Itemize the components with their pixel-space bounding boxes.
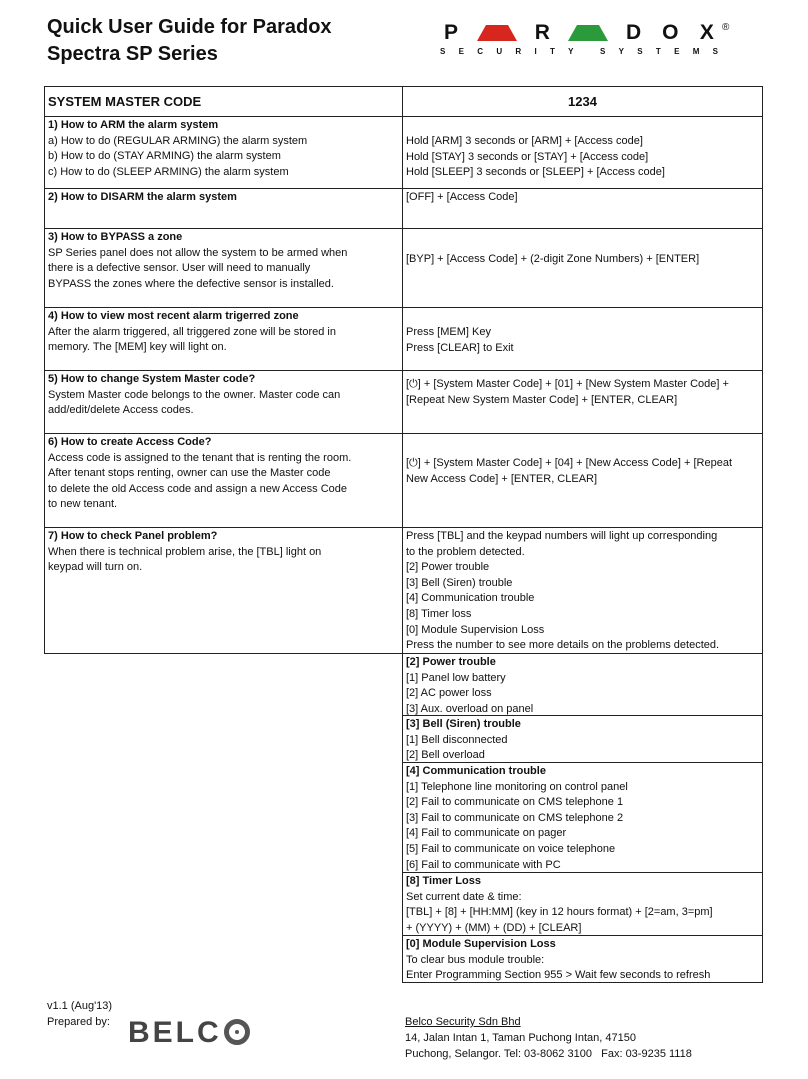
section-bypass-left: 3) How to BYPASS a zone SP Series panel does not allow the system to be armed when there is a defective sensor. User will need to manually BYPASS the zones where the defective sensor is installed. xyxy=(44,228,403,308)
title-line-1: Quick User Guide for Paradox xyxy=(47,16,332,38)
logo-letter: R xyxy=(534,21,550,44)
version-text: v1.1 (Aug'13) xyxy=(47,1000,113,1012)
timer-loss-box: [8] Timer Loss Set current date & time: [TBL] + [8] + [HH:MM] (key in 12 hours format) + [2=am, 3=pm] + (YYYY) + (MM) + (DD) + [CLEAR] xyxy=(402,872,763,936)
module-supervision-box: [0] Module Supervision Loss To clear bus module trouble: Enter Programming Section 955 > Wait few seconds to refresh xyxy=(402,935,763,983)
document-title xyxy=(47,14,332,68)
prepared-by-label: Prepared by: xyxy=(47,1016,110,1028)
footer-company xyxy=(405,1014,692,1062)
belco-logo-o-icon xyxy=(224,1019,250,1045)
footer-left xyxy=(47,998,112,1030)
section-panel-problem-right: Press [TBL] and the keypad numbers will light up corresponding to the problem detected. [2] Power trouble [3] Bell (Siren) trouble [4] Communication trouble [8] Timer loss [0] Module Supervision Loss Press the number to see more details on the problems detected. xyxy=(402,527,763,654)
section-memory-right: Press [MEM] Key Press [CLEAR] to Exit xyxy=(402,307,763,371)
master-code-label: SYSTEM MASTER CODE xyxy=(44,86,403,117)
logo-triangle-red-icon xyxy=(477,25,517,41)
bell-trouble-box: [3] Bell (Siren) trouble [1] Bell disconnected [2] Bell overload xyxy=(402,715,763,763)
section-master-code-left: 5) How to change System Master code? System Master code belongs to the owner. Master code can add/edit/delete Access codes. xyxy=(44,370,403,434)
title-line-2: Spectra SP Series xyxy=(47,43,218,65)
company-name: Belco Security Sdn Bhd xyxy=(405,1016,521,1028)
logo-letter: P xyxy=(443,21,458,44)
logo-tagline: S E C U R I T Y S Y S T E M S xyxy=(440,47,718,56)
logo-triangle-green-icon xyxy=(568,25,608,41)
section-access-code-right: [⏻] + [System Master Code] + [04] + [New Access Code] + [Repeat New Access Code] + [ENTER, CLEAR] xyxy=(402,433,763,528)
logo-letter: D xyxy=(626,21,642,44)
section-access-code-left: 6) How to create Access Code? Access code is assigned to the tenant that is renting the room. After tenant stops renting, owner can use the Master code to delete the old Access code and assign a new Access Code to new tenant. xyxy=(44,433,403,528)
section-bypass-right: [BYP] + [Access Code] + (2-digit Zone Numbers) + [ENTER] xyxy=(402,228,763,308)
paradox-logo xyxy=(440,22,740,62)
section-disarm-left: 2) How to DISARM the alarm system xyxy=(44,188,403,229)
registered-mark: ® xyxy=(722,22,730,33)
power-trouble-box: [2] Power trouble [1] Panel low battery [2] AC power loss [3] Aux. overload on panel xyxy=(402,653,763,716)
master-code-value: 1234 xyxy=(402,86,763,117)
company-address-1: 14, Jalan Intan 1, Taman Puchong Intan, 47150 xyxy=(405,1032,636,1044)
section-disarm-right: [OFF] + [Access Code] xyxy=(402,188,763,229)
section-title: 1) How to ARM the alarm system xyxy=(48,119,219,131)
company-address-2: Puchong, Selangor. Tel: 03-8062 3100 Fax: 03-9235 1118 xyxy=(405,1048,692,1060)
section-arm-left: 1) How to ARM the alarm system a) How to do (REGULAR ARMING) the alarm system b) How to do (STAY ARMING) the alarm system c) How to do (SLEEP ARMING) the alarm system xyxy=(44,116,403,189)
section-arm-right: Hold [ARM] 3 seconds or [ARM] + [Access code] Hold [STAY] 3 seconds or [STAY] + [Access code] Hold [SLEEP] 3 seconds or [SLEEP] + [Access code] xyxy=(402,116,763,189)
section-master-code-right: [⏻] + [System Master Code] + [01] + [New System Master Code] + [Repeat New System Master Code] + [ENTER, CLEAR] xyxy=(402,370,763,434)
belco-logo: BELC xyxy=(128,1016,250,1050)
communication-trouble-box: [4] Communication trouble [1] Telephone line monitoring on control panel [2] Fail to communicate on CMS telephone 1 [3] Fail to communicate on CMS telephone 2 [4] Fail to communicate on pager [5] Fail to communicate on voice telephone [6] Fail to communicate with PC xyxy=(402,762,763,873)
section-panel-problem-left: 7) How to check Panel problem? When there is technical problem arise, the [TBL] light on keypad will turn on. xyxy=(44,527,403,654)
section-memory-left: 4) How to view most recent alarm trigerred zone After the alarm triggered, all triggered zone will be stored in memory. The [MEM] key will light on. xyxy=(44,307,403,371)
logo-letter: X xyxy=(699,21,714,44)
logo-letter: O xyxy=(662,21,679,44)
